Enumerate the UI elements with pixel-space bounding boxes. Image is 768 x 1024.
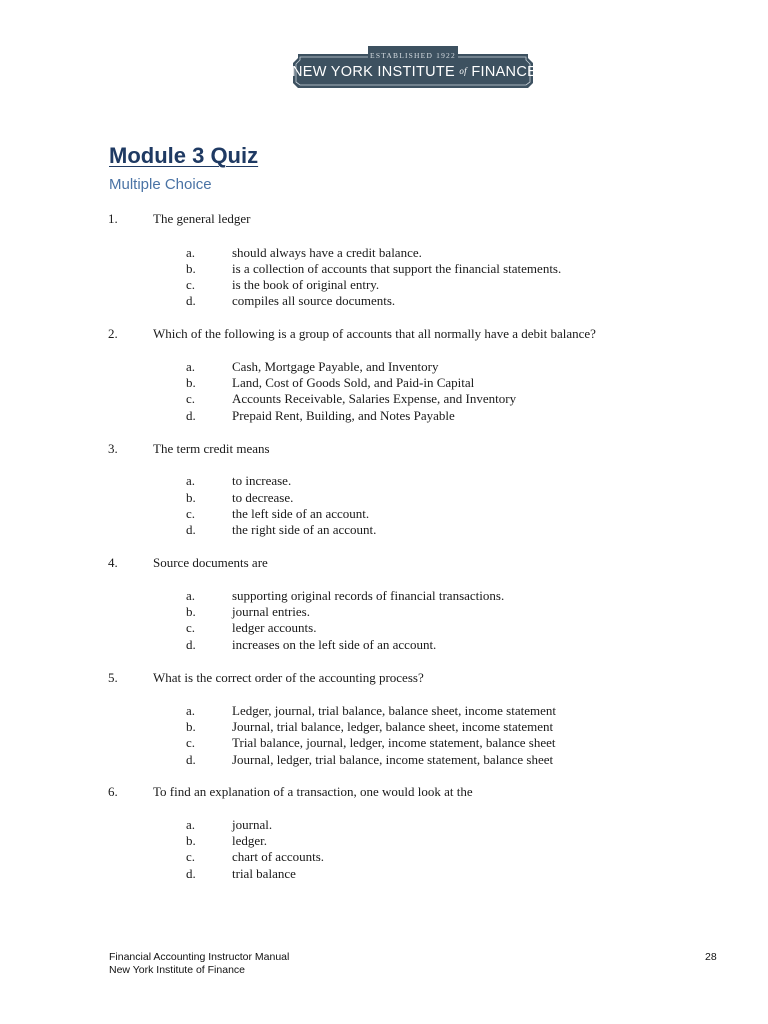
option-letter: b. (186, 375, 196, 390)
option-letter: b. (186, 833, 196, 848)
option-text: compiles all source documents. (232, 293, 396, 308)
question-text: The general ledger (153, 211, 251, 226)
question-number: 4. (108, 555, 118, 570)
question-number: 1. (108, 211, 118, 226)
option-letter: c. (186, 849, 196, 864)
option-letter: a. (186, 245, 196, 260)
option-letter: a. (186, 588, 196, 603)
question-text: Source documents are (153, 555, 268, 570)
question-number: 6. (108, 784, 118, 799)
option-letter: d. (186, 866, 196, 881)
option-text: to increase. (232, 473, 292, 488)
option-text: should always have a credit balance. (232, 245, 422, 260)
option-text: the right side of an account. (232, 522, 377, 537)
option-text: supporting original records of financial transactions. (232, 588, 505, 603)
option-letter: a. (186, 359, 196, 374)
option-letter: c. (186, 735, 196, 750)
institute-logo (292, 46, 538, 92)
option-letter: b. (186, 719, 196, 734)
option-letter: d. (186, 293, 196, 308)
question-text: The term credit means (153, 441, 270, 456)
option-text: Cash, Mortgage Payable, and Inventory (232, 359, 439, 374)
footer-publisher: New York Institute of Finance (109, 964, 245, 976)
option-letter: c. (186, 620, 196, 635)
logo-established-text: ESTABLISHED 1922 (370, 51, 456, 60)
option-text: Land, Cost of Goods Sold, and Paid-in Capital (232, 375, 475, 390)
option-letter: d. (186, 408, 196, 423)
page-number: 28 (705, 951, 717, 963)
question-number: 3. (108, 441, 118, 456)
option-text: Journal, trial balance, ledger, balance sheet, income statement (232, 719, 554, 734)
option-letter: d. (186, 637, 196, 652)
question-text: What is the correct order of the accounting process? (153, 670, 424, 685)
option-letter: d. (186, 522, 196, 537)
option-letter: d. (186, 752, 196, 767)
option-letter: b. (186, 261, 196, 276)
option-text: Journal, ledger, trial balance, income statement, balance sheet (232, 752, 554, 767)
question-text: To find an explanation of a transaction, one would look at the (153, 784, 473, 799)
logo-name-left: NEW YORK INSTITUTE (292, 64, 456, 80)
option-text: trial balance (232, 866, 296, 881)
logo-name-of: of (459, 66, 467, 76)
option-text: increases on the left side of an account. (232, 637, 437, 652)
footer-manual-title: Financial Accounting Instructor Manual (109, 951, 290, 963)
option-letter: c. (186, 506, 196, 521)
page-subtitle: Multiple Choice (109, 176, 212, 193)
option-text: ledger. (232, 833, 268, 848)
option-text: journal. (232, 817, 273, 832)
option-text: ledger accounts. (232, 620, 317, 635)
page-title: Module 3 Quiz (109, 143, 259, 168)
option-text: Accounts Receivable, Salaries Expense, and Inventory (232, 391, 517, 406)
option-letter: b. (186, 490, 196, 505)
option-letter: c. (186, 277, 196, 292)
option-letter: a. (186, 703, 196, 718)
option-letter: c. (186, 391, 196, 406)
option-text: the left side of an account. (232, 506, 370, 521)
question-text: Which of the following is a group of accounts that all normally have a debit balance? (153, 326, 596, 341)
option-text: Trial balance, journal, ledger, income statement, balance sheet (232, 735, 556, 750)
logo-name-right: FINANCE (471, 64, 538, 80)
question-number: 5. (108, 670, 118, 685)
option-text: Prepaid Rent, Building, and Notes Payable (232, 408, 455, 423)
option-text: is the book of original entry. (232, 277, 380, 292)
question-number: 2. (108, 326, 118, 341)
option-letter: b. (186, 604, 196, 619)
option-text: is a collection of accounts that support the financial statements. (232, 261, 562, 276)
option-letter: a. (186, 817, 196, 832)
option-text: chart of accounts. (232, 849, 325, 864)
option-text: journal entries. (232, 604, 310, 619)
logo-name-text (292, 64, 538, 80)
option-text: to decrease. (232, 490, 294, 505)
option-text: Ledger, journal, trial balance, balance sheet, income statement (232, 703, 556, 718)
option-letter: a. (186, 473, 196, 488)
